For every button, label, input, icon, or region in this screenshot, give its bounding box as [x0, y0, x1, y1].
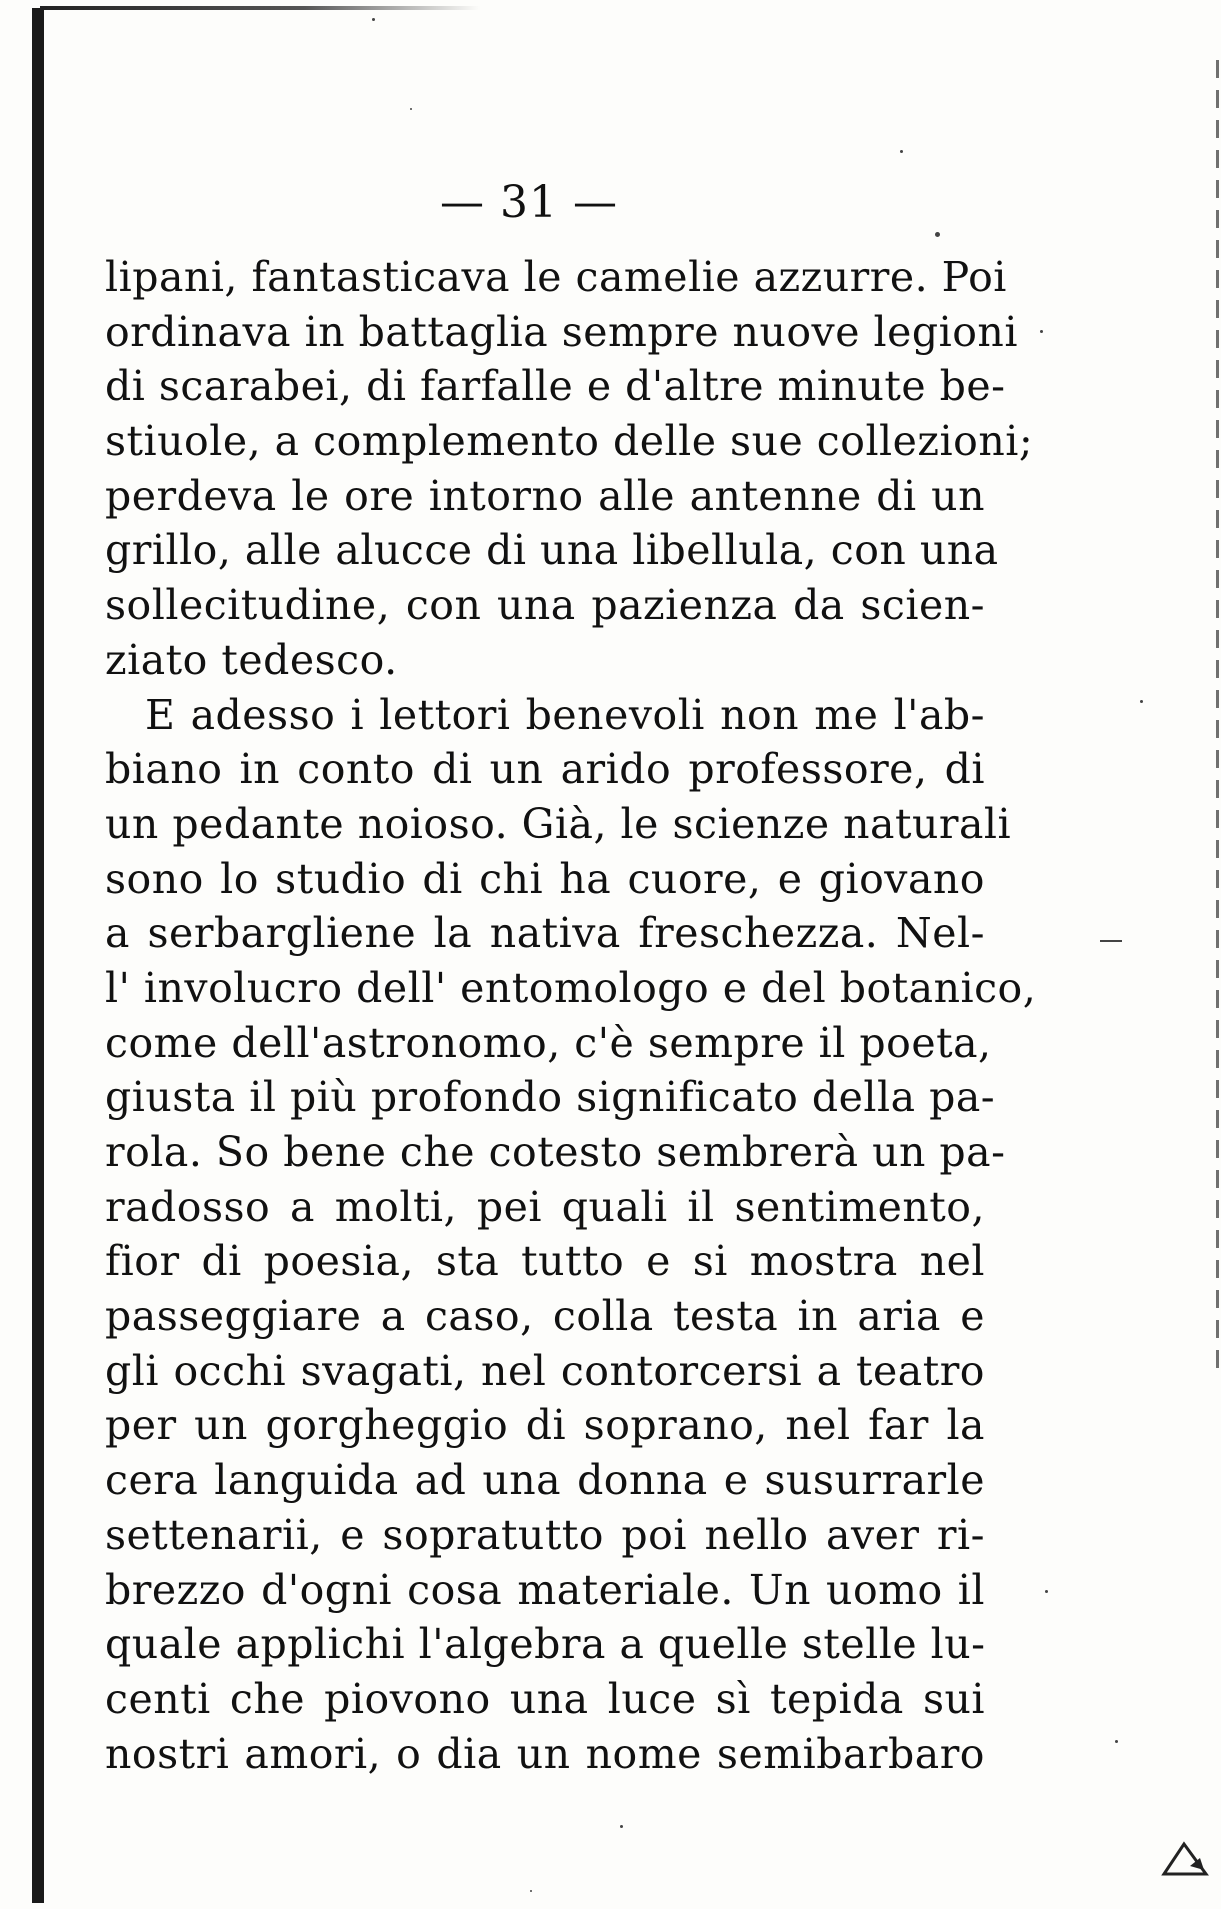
scan-speck: [1140, 700, 1143, 703]
scan-speck: [1045, 1590, 1048, 1593]
text-line: di scarabei, di farfalle e d'altre minute be-: [105, 362, 1006, 411]
text-line: perdeva le ore intorno alle antenne di un: [105, 471, 985, 520]
text-line: lipani, fantasticava le camelie azzurre. Poi: [105, 253, 1007, 301]
scan-speck: [620, 1825, 623, 1828]
text-line: un pedante noioso. Già, le scienze naturali: [105, 799, 1012, 848]
text-line: brezzo d'ogni cosa materiale. Un uomo il: [105, 1565, 985, 1614]
right-edge-bleed: [1216, 60, 1219, 1380]
scan-speck: [372, 18, 375, 21]
scan-speck: [1040, 330, 1043, 333]
text-line: rola. So bene che cotesto sembrerà un pa-: [105, 1128, 1006, 1176]
text-line: l' involucro dell' entomologo e del botanico,: [105, 963, 1037, 1012]
corner-page-curl-mark: [1160, 1838, 1210, 1878]
text-line: gli occhi svagati, nel contorcersi a teatro: [105, 1346, 985, 1395]
text-line: per un gorgheggio di soprano, nel far la: [105, 1401, 985, 1450]
text-line: biano in conto di un arido professore, di: [105, 745, 985, 794]
text-line: a serbargliene la nativa freschezza. Nel-: [105, 909, 985, 958]
text-line: cera languida ad una donna e susurrarle: [105, 1456, 985, 1505]
text-line: quale applichi l'algebra a quelle stelle lu-: [105, 1620, 986, 1669]
text-line: sono lo studio di chi ha cuore, e giovano: [105, 854, 985, 903]
text-line: grillo, alle alucce di una libellula, con una: [105, 526, 999, 575]
top-edge-shadow: [40, 6, 480, 10]
text-line: come dell'astronomo, c'è sempre il poeta,: [105, 1018, 992, 1067]
text-line: E adesso i lettori benevoli non me l'ab-: [145, 690, 985, 739]
text-line: nostri amori, o dia un nome semibarbaro: [105, 1729, 985, 1778]
text-line: passeggiare a caso, colla testa in aria e: [105, 1292, 985, 1341]
text-line: stiuole, a complemento delle sue collezioni;: [105, 417, 1034, 466]
scan-speck: [410, 108, 412, 110]
scan-speck: [1100, 940, 1122, 942]
text-line: fior di poesia, sta tutto e si mostra nel: [105, 1237, 985, 1286]
text-line: sollecitudine, con una pazienza da scien-: [105, 581, 985, 630]
text-line: ordinava in battaglia sempre nuove legioni: [105, 307, 1018, 356]
scan-speck: [1115, 1740, 1118, 1743]
text-line: centi che piovono una luce sì tepida sui: [105, 1674, 985, 1723]
scan-speck: [900, 150, 903, 153]
book-spine-shadow: [32, 8, 44, 1903]
page-number: — 31 —: [440, 177, 618, 228]
text-line: settenarii, e sopratutto poi nello aver ri-: [105, 1510, 985, 1559]
text-line: giusta il più profondo significato della pa-: [105, 1073, 996, 1122]
text-line: radosso a molti, pei quali il sentimento,: [105, 1182, 985, 1231]
body-text: [105, 250, 1037, 1781]
text-line: ziato tedesco.: [105, 635, 398, 684]
scan-speck: [530, 1890, 532, 1892]
scan-speck: [935, 232, 940, 237]
